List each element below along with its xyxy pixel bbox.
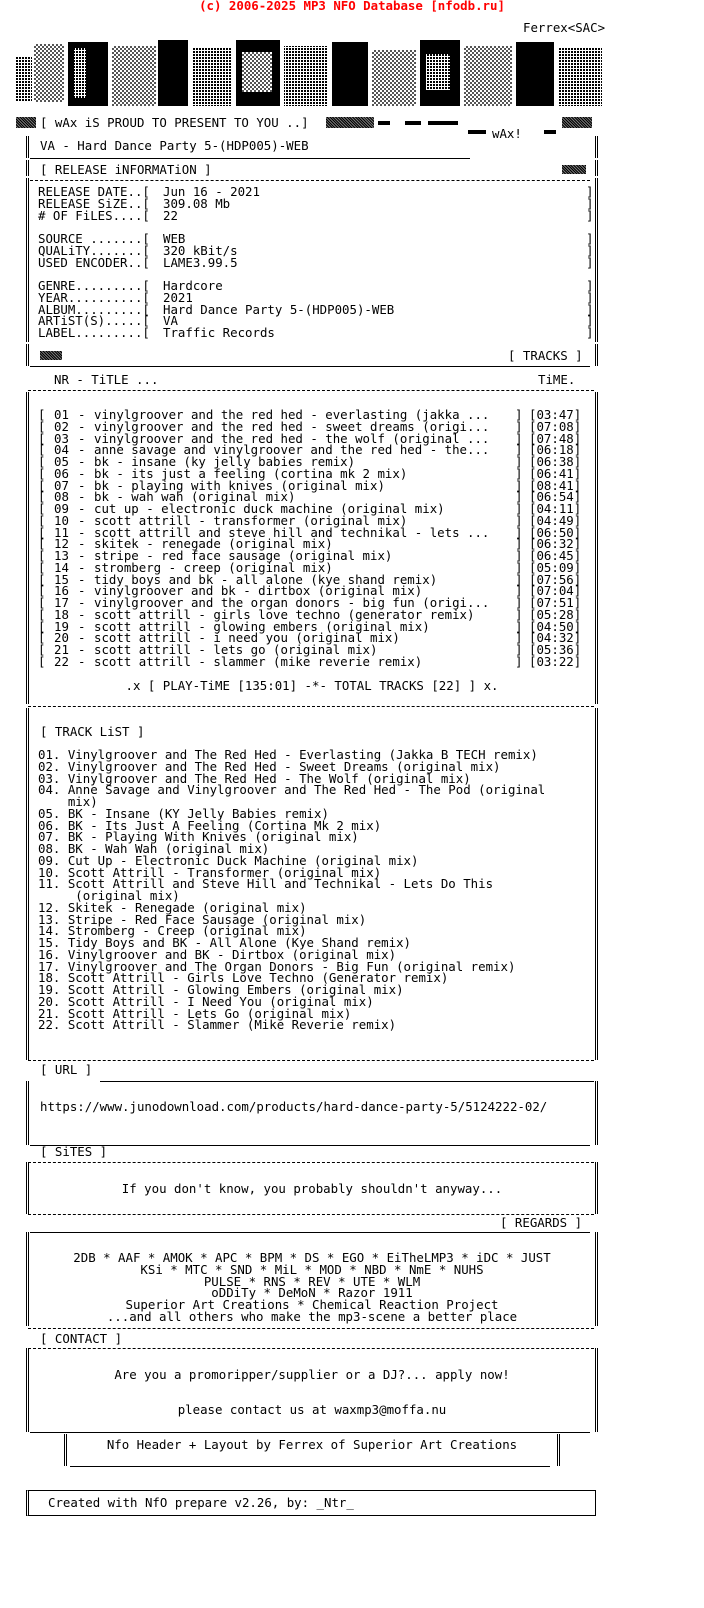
release-info-value: Traffic Records [163,325,275,340]
divider [30,366,590,367]
track-number: 18 [54,606,69,622]
track-title: anne savage and vinylgroover and the red hed - the... [94,442,490,458]
release-info-label: # OF FiLES....[ [38,207,150,223]
track-time: [08:41] [529,477,582,493]
tracklist-item: 07. BK - Playing With Knives (original mix) [38,829,359,845]
release-info-value: 320 kBit/s [163,242,238,258]
separator-glyph: - [78,548,86,563]
divider [28,390,594,391]
track-title: scott attrill - i need you (original mix) [94,630,400,646]
bracket-glyph: [ [38,630,46,646]
bracket-glyph: ] [515,618,523,634]
release-info-value: LAME3.99.5 [163,254,238,270]
bracket-glyph: [ [38,642,46,657]
track-title: vinylgroover and the red hed - the wolf (original ... [94,430,490,446]
separator-glyph: - [78,653,86,669]
divider [28,1060,594,1061]
track-number: 05 [54,454,69,469]
separator-glyph: - [78,418,86,434]
tracklist-item: (original mix) [38,888,180,903]
track-title: vinylgroover and the red hed - everlasting (jakka ... [94,407,490,422]
bracket-glyph: [ [38,512,46,528]
tracks-column-title: NR - TiTLE ... [54,372,159,387]
ascii-logo-art [16,36,606,116]
release-info-value: Jun 16 - 2021 [163,184,260,199]
bracket-glyph: ] [515,442,523,458]
track-number: 10 [54,512,69,528]
track-time: [07:04] [529,583,582,599]
tracklist-item: 22. Scott Attrill - Slammer (Mike Reverie remix) [38,1017,397,1033]
tracklist-item: 11. Scott Attrill and Steve Hill and Technikal - Lets Do This [38,876,494,892]
bracket-glyph: ] [586,289,594,305]
tracklist-item: mix) [38,794,98,809]
contact-line-1: Are you a promoripper/supplier or a DJ?... apply now! [114,1367,510,1382]
separator-glyph: - [78,536,86,552]
track-title: scott attrill - girls love techno (generator remix) [94,606,475,622]
release-info-label: ALBUM.........[ [38,301,150,317]
bracket-glyph: ] [586,313,594,329]
bracket-glyph: ] [586,325,594,340]
layout-credit: Nfo Header + Layout by Ferrex of Superior Art Creations [106,1437,518,1452]
track-number: 01 [54,407,69,422]
bracket-glyph: [ [38,559,46,575]
bracket-glyph: [ [38,548,46,563]
separator-glyph: - [78,595,86,610]
release-info-label: RELEASE DATE..[ [38,184,150,199]
bracket-glyph: ] [586,207,594,223]
regards-line: Superior Art Creations * Chemical Reaction Project [125,1297,499,1312]
separator-glyph: - [78,618,86,634]
track-title: bk - its just a feeling (cortina mk 2 mix) [94,465,408,481]
bracket-glyph: ] [515,501,523,516]
bracket-glyph: ] [515,430,523,446]
bracket-glyph: [ [38,407,46,422]
regards-line: PULSE * RNS * REV * UTE * WLM [203,1273,421,1289]
divider [28,706,594,707]
track-title: skitek - renegade (original mix) [94,536,333,552]
divider [28,1162,594,1163]
track-time: [06:50] [529,524,582,540]
bracket-glyph: [ [38,571,46,587]
contact-box [26,1348,598,1432]
release-info-label: ARTiST(S).....[ [38,313,150,329]
release-info-label: GENRE.........[ [38,278,150,293]
separator-glyph: - [78,642,86,657]
tracklist-item: 19. Scott Attrill - Glowing Embers (original mix) [38,982,404,997]
track-number: 08 [54,489,69,505]
bracket-glyph: ] [586,254,594,270]
bracket-glyph: [ [38,524,46,540]
tracklist-item: 16. Vinylgroover and BK - Dirtbox (original mix) [38,946,397,962]
track-time: [07:08] [529,418,582,434]
separator-glyph: - [78,454,86,469]
bracket-glyph: ] [515,571,523,587]
bracket-glyph: ] [586,184,594,199]
track-time: [04:11] [529,501,582,516]
contact-header: [ CONTACT ] [40,1331,123,1346]
tracks-header: [ TRACKS ] [508,348,583,363]
release-title: VA - Hard Dance Party 5-(HDP005)-WEB [40,138,309,153]
track-time: [05:28] [529,606,582,622]
track-time: [06:18] [529,442,582,458]
dither-block [326,117,374,128]
tracklist-item: 03. Vinylgroover and The Red Hed - The Wolf (original mix) [38,770,471,786]
track-number: 09 [54,501,69,516]
release-info-value: Hard Dance Party 5-(HDP005)-WEB [163,301,395,317]
track-title: scott attrill - transformer (original mix) [94,512,408,528]
track-time: [04:50] [529,618,582,634]
track-number: 02 [54,418,69,434]
release-info-value: 309.08 Mb [163,195,231,211]
bracket-glyph: ] [515,595,523,610]
tracks-column-time: TiME. [538,372,576,387]
track-time: [07:51] [529,595,582,610]
track-time: [04:49] [529,512,582,528]
release-info-label: YEAR..........[ [38,289,150,305]
dither-block [562,165,586,174]
bracket-glyph: ] [515,489,523,505]
divider [28,1328,594,1329]
track-title: cut up - electronic duck machine (original mix) [94,501,445,516]
tracklist-item: 05. BK - Insane (KY Jelly Babies remix) [38,805,329,821]
regards-line: oDDiTy * DeMoN * Razor 1911 [211,1285,413,1301]
separator-glyph: - [78,430,86,446]
release-info-label: USED ENCODER..[ [38,254,150,270]
track-number: 19 [54,618,69,634]
tracklist-item: 02. Vinylgroover and The Red Hed - Sweet Dreams (original mix) [38,758,501,774]
release-info-label: LABEL.........[ [38,325,150,340]
bracket-glyph: ] [586,231,594,246]
track-time: [03:47] [529,407,582,422]
bracket-glyph: ] [515,407,523,422]
ascii-block [468,130,486,134]
ascii-block [428,121,458,125]
bracket-glyph: ] [515,536,523,552]
bracket-glyph: [ [38,595,46,610]
contact-email[interactable]: please contact us at waxmp3@moffa.nu [177,1402,447,1417]
tracklist-item: 17. Vinylgroover and The Organ Donors - Big Fun (original remix) [38,958,516,974]
track-time: [05:36] [529,642,582,657]
divider [30,1232,590,1233]
bracket-glyph: ] [515,524,523,540]
tracklist-item: 01. Vinylgroover and The Red Hed - Everlasting (Jakka B TECH remix) [38,747,538,762]
separator-glyph: - [78,559,86,575]
dither-block [562,117,592,128]
regards-line: ...and all others who make the mp3-scene a better place [106,1308,518,1324]
tracklist-item: 13. Stripe - Red Face Sausage (original mix) [38,911,367,927]
logo-tag: wAx! [492,126,522,141]
tracklist-item: 18. Scott Attrill - Girls Love Techno (Generator remix) [38,970,449,986]
track-time: [03:22] [529,653,582,669]
sites-header: [ SiTES ] [40,1144,108,1159]
bracket-glyph: [ [38,465,46,481]
tracklist-item: 15. Tidy Boys and BK - All Alone (Kye Shand remix) [38,935,411,950]
track-title: scott attrill - slammer (mike reverie remix) [94,653,423,669]
track-time: [06:41] [529,465,582,481]
tracklist-item: 08. BK - Wah Wah (original mix) [38,841,270,856]
bracket-glyph: ] [586,301,594,317]
release-info-label: QUALiTY.......[ [38,242,150,258]
proud-banner: [ wAx iS PROUD TO PRESENT TO YOU ..] [40,115,309,130]
release-info-value: WEB [163,231,186,246]
separator-glyph: - [78,583,86,599]
bracket-glyph: ] [515,606,523,622]
bracket-glyph: [ [38,536,46,552]
track-title: vinylgroover and the organ donors - big fun (origi... [94,595,490,610]
track-number: 06 [54,465,69,481]
track-title: stromberg - creep (original mix) [94,559,333,575]
divider [30,1432,590,1433]
tracklist-item: 14. Stromberg - Creep (original mix) [38,923,307,939]
track-number: 17 [54,595,69,610]
bracket-glyph: ] [515,630,523,646]
url-link[interactable]: https://www.junodownload.com/products/hard-dance-party-5/5124222-02/ [40,1099,548,1114]
track-title: scott attrill - lets go (original mix) [94,642,378,657]
bracket-glyph: ] [515,583,523,599]
track-number: 22 [54,653,69,669]
bracket-glyph: ] [515,512,523,528]
release-info-value: 2021 [163,289,193,305]
track-number: 21 [54,642,69,657]
separator-glyph: - [78,407,86,422]
track-time: [04:32] [529,630,582,646]
tracklist-item: 20. Scott Attrill - I Need You (original mix) [38,993,374,1009]
track-title: vinylgroover and the red hed - sweet dreams (origi... [94,418,490,434]
bracket-glyph: ] [586,195,594,211]
track-number: 11 [54,524,69,540]
track-time: [06:32] [529,536,582,552]
bracket-glyph: ] [515,548,523,563]
divider [70,1466,550,1467]
bracket-glyph: [ [38,430,46,446]
track-title: bk - insane (ky jelly babies remix) [94,454,356,469]
created-with: Created with NfO prepare v2.26, by: _Ntr_ [48,1495,354,1510]
bracket-glyph: ] [515,559,523,575]
bracket-glyph: ] [515,454,523,469]
bracket-glyph: [ [38,583,46,599]
ascii-block [544,130,556,134]
divider [30,180,590,181]
bracket-glyph: [ [38,418,46,434]
track-time: [07:56] [529,571,582,587]
track-number: 07 [54,477,69,493]
site-credit: (c) 2006-2025 MP3 NFO Database [nfodb.ru] [199,0,505,13]
tracklist-item: 10. Scott Attrill - Transformer (original mix) [38,864,382,880]
release-info-header: [ RELEASE iNFORMATiON ] [40,162,212,177]
dither-block [16,117,36,128]
bracket-glyph: ] [586,242,594,258]
track-number: 14 [54,559,69,575]
ascii-artist-tag: Ferrex<SAC> [523,20,606,35]
track-title: scott attrill and steve hill and technikal - lets ... [94,524,490,540]
separator-glyph: - [78,512,86,528]
bracket-glyph: [ [38,606,46,622]
separator-glyph: - [78,606,86,622]
release-info-value: VA [163,313,178,329]
bracket-glyph: [ [38,477,46,493]
regards-line: KSi * MTC * SND * MiL * MOD * NBD * NmE * NUHS [140,1261,484,1277]
track-number: 03 [54,430,69,446]
bracket-glyph: [ [38,454,46,469]
separator-glyph: - [78,477,86,493]
bracket-glyph: [ [38,653,46,669]
track-number: 15 [54,571,69,587]
divider [28,1348,594,1349]
tracklist-item: 12. Skitek - Renegade (original mix) [38,899,307,915]
separator-glyph: - [78,630,86,646]
release-info-label: RELEASE SiZE..[ [38,195,150,211]
dither-block [40,351,62,360]
track-title: bk - playing with knives (original mix) [94,477,385,493]
ascii-block [405,121,421,125]
bracket-glyph: ] [586,278,594,293]
separator-glyph: - [78,489,86,505]
bracket-glyph: [ [38,442,46,458]
track-number: 20 [54,630,69,646]
bracket-glyph: ] [515,418,523,434]
divider [30,158,470,159]
separator-glyph: - [78,524,86,540]
track-title: tidy boys and bk - all alone (kye shand remix) [94,571,438,587]
bracket-glyph: [ [38,618,46,634]
track-number: 13 [54,548,69,563]
bracket-glyph: ] [515,653,523,669]
track-title: stripe - red face sausage (original mix) [94,548,393,563]
ascii-block [378,121,390,125]
regards-line: 2DB * AAF * AMOK * APC * BPM * DS * EGO * EiTheLMP3 * iDC * JUST [73,1250,551,1265]
sites-text: If you don't know, you probably shouldn't anyway... [121,1181,503,1196]
separator-glyph: - [78,442,86,458]
tracklist-item: 09. Cut Up - Electronic Duck Machine (original mix) [38,852,419,868]
tracklist-header: [ TRACK LiST ] [40,724,145,739]
track-time: [07:48] [529,430,582,446]
track-time: [06:38] [529,454,582,469]
track-title: bk - wah wah (original mix) [94,489,296,505]
release-info-value: 22 [163,207,178,223]
bracket-glyph: [ [38,501,46,516]
track-number: 16 [54,583,69,599]
track-title: scott attrill - glowing embers (original mix) [94,618,430,634]
url-header: [ URL ] [40,1062,93,1077]
divider [30,1145,590,1146]
bracket-glyph: ] [515,477,523,493]
track-time: [06:54] [529,489,582,505]
tracklist-item: 06. BK - Its Just A Feeling (Cortina Mk 2 mix) [38,817,382,833]
release-info-label: SOURCE .......[ [38,231,150,246]
playtime-summary: .x [ PLAY-TiME [135:01] -*- TOTAL TRACKS [22] ] x. [125,678,499,693]
tracklist-item: 04. Anne Savage and Vinylgroover and The Red Hed - The Pod (original [38,782,546,798]
bracket-glyph: ] [515,465,523,481]
track-time: [06:45] [529,548,582,563]
release-info-value: Hardcore [163,278,223,293]
track-number: 04 [54,442,69,458]
separator-glyph: - [78,571,86,587]
track-title: vinylgroover and bk - dirtbox (original mix) [94,583,423,599]
bracket-glyph: [ [38,489,46,505]
regards-header: [ REGARDS ] [500,1215,583,1230]
bracket-glyph: ] [515,642,523,657]
separator-glyph: - [78,465,86,481]
track-time: [05:09] [529,559,582,575]
track-number: 12 [54,536,69,552]
separator-glyph: - [78,501,86,516]
tracklist-item: 21. Scott Attrill - Lets Go (original mix) [38,1005,352,1021]
